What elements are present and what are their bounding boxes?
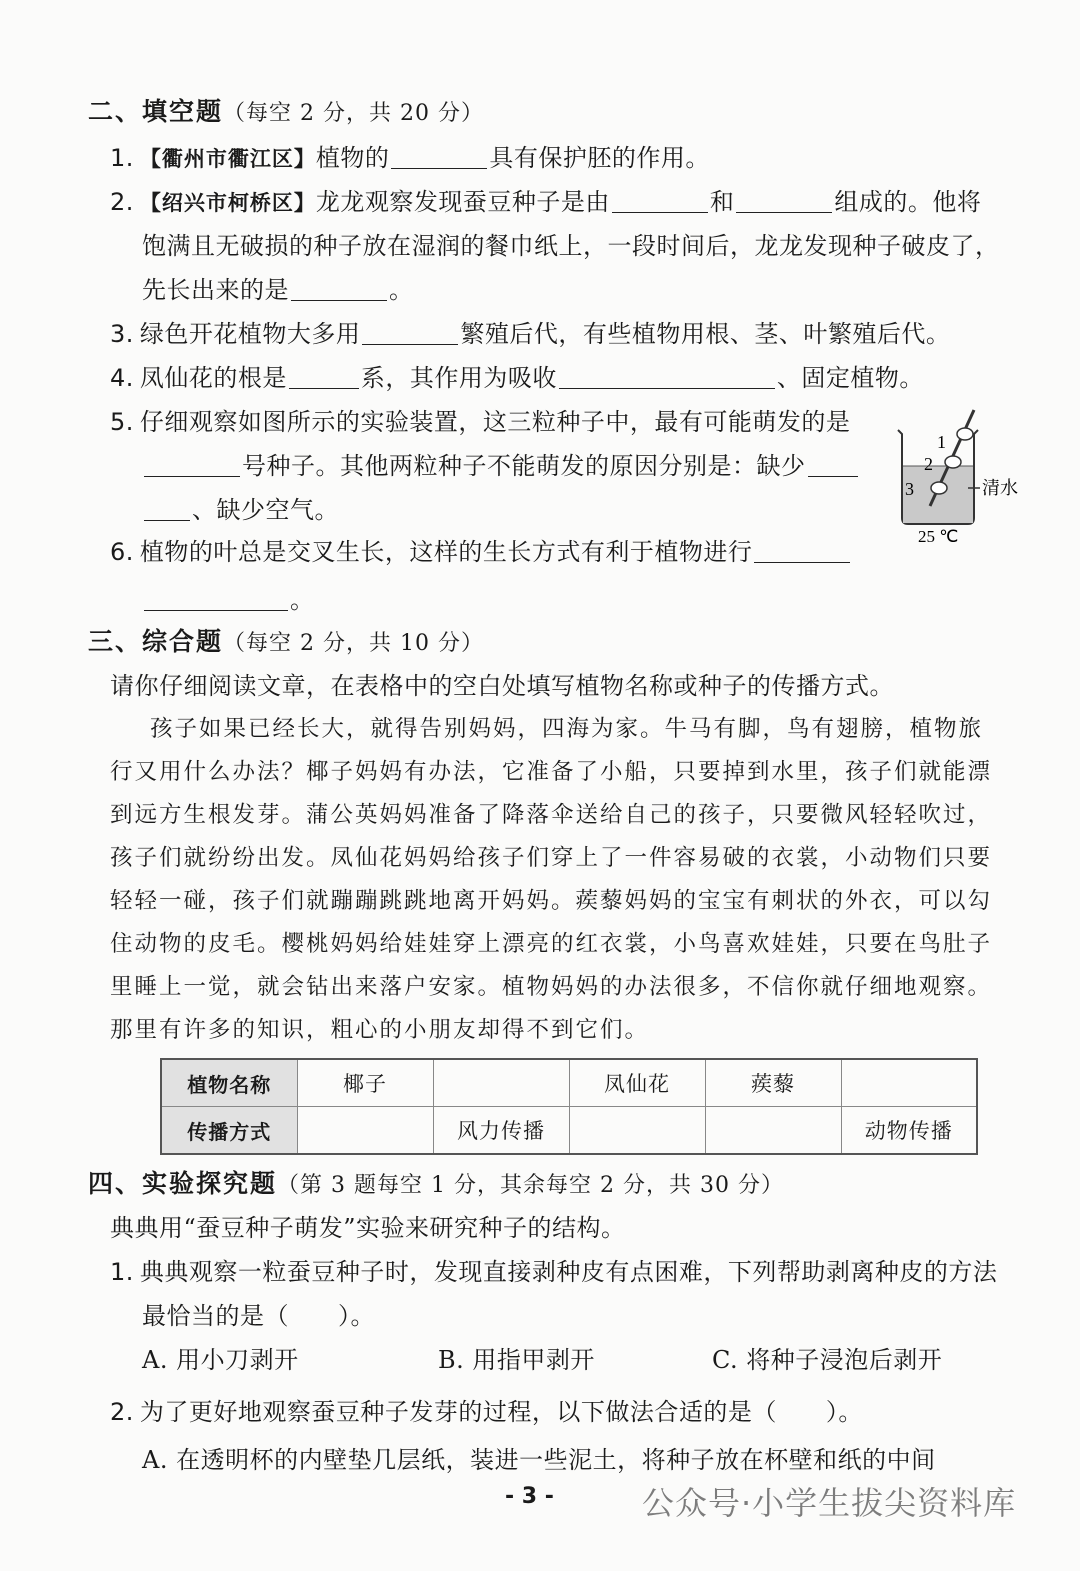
answer-blank[interactable] [291,274,387,301]
table-cell: 椰子 [297,1059,433,1107]
question-text: 典典观察一粒蚕豆种子时，发现直接剥种皮有点困难，下列帮助剥离种皮的方法 [139,1258,998,1286]
question-text: 植物的叶总是交叉生长，这样的生长方式有利于植物进行 [139,538,753,566]
answer-blank[interactable] [144,450,240,477]
table-cell-blank[interactable] [297,1107,433,1155]
question-4-1 [110,1256,997,1288]
question-text: 为了更好地观察蚕豆种子发芽的过程，以下做法合适的是（ ）。 [139,1398,863,1426]
question-2-6 [110,536,852,568]
section-2-heading [88,96,484,130]
passage-line: 里睡上一觉，就会钻出来落户安家。植物妈妈的办法很多，不信你就仔细地观察。 [110,974,993,1000]
question-text: 号种子。其他两粒种子不能萌发的原因分别是：缺少 [242,452,806,480]
table-cell-blank[interactable] [705,1107,841,1155]
table-cell-blank[interactable] [569,1107,705,1155]
seed-3 [931,482,947,494]
question-number: 2. [110,188,134,216]
answer-blank[interactable] [391,142,487,169]
question-2-5 [110,406,850,438]
temperature-label: 25 ℃ [918,527,959,546]
watermark: 公众号·小学生拔尖资料库 [642,1484,1017,1522]
passage-line: 行又用什么办法？椰子妈妈有办法，它准备了小船，只要掉到水里，孩子们就能漂 [110,759,993,785]
label-1: 1 [937,432,946,452]
question-number: 6. [110,538,134,566]
seed-1 [957,428,973,440]
section-3-title: 三、综合题 [88,627,224,656]
question-text: 绿色开花植物大多用 [139,320,361,348]
table-cell-blank[interactable] [433,1059,569,1107]
table-row [161,1059,977,1107]
table-cell: 蒺藜 [705,1059,841,1107]
page-number: - 3 - [505,1484,554,1509]
answer-blank[interactable] [362,318,458,345]
question-text: 系，其作用为吸收 [360,364,557,392]
question-2-5-line2 [142,450,860,482]
option-b[interactable]: B. 用指甲剥开 [438,1346,595,1374]
section-4-title: 四、实验探究题 [88,1169,278,1198]
option-a[interactable]: A. 在透明杯的内壁垫几层纸，装进一些泥土，将种子放在杯壁和纸的中间 [142,1446,936,1474]
region-tag: 【绍兴市柯桥区】 [139,190,316,215]
question-text: 组成的。他将 [834,188,982,216]
water-label: 清水 [982,478,1018,499]
question-text: 植物的 [315,144,390,172]
passage-line: 孩子们就纷纷出发。凤仙花妈妈给孩子们穿上了一件容易破的衣裳，小动物们只要 [110,845,993,871]
label-3: 3 [905,479,914,499]
question-number: 2. [110,1398,134,1426]
seed-germination-figure [892,408,1032,558]
table-header-cell: 传播方式 [161,1107,297,1155]
question-text: 凤仙花的根是 [139,364,287,392]
section-3-heading [88,626,484,660]
table-header-cell: 植物名称 [161,1059,297,1107]
section-3-note: （每空 2 分，共 10 分） [223,631,484,656]
question-text: 繁殖后代，有些植物用根、茎、叶繁殖后代。 [460,320,951,348]
question-text: 具有保护胚的作用。 [489,144,710,172]
answer-blank[interactable] [736,186,832,213]
question-text: 、固定植物。 [776,364,924,392]
table-cell: 动物传播 [841,1107,977,1155]
seed-2 [945,456,961,468]
answer-blank[interactable] [144,584,288,611]
question-4-2 [110,1396,863,1428]
option-c[interactable]: C. 将种子浸泡后剥开 [712,1346,943,1374]
question-2-4 [110,362,924,394]
region-tag: 【衢州市衢江区】 [139,146,316,171]
question-2-5-line3 [142,494,339,526]
question-text: 仔细观察如图所示的实验装置，这三粒种子中，最有可能萌发的是 [139,408,851,436]
question-4-1-line2: 最恰当的是（ ）。 [142,1302,375,1330]
question-text: 、缺少空气。 [192,496,339,524]
section-3-intro: 请你仔细阅读文章，在表格中的空白处填写植物名称或种子的传播方式。 [110,672,894,700]
option-a[interactable]: A. 用小刀剥开 [142,1346,299,1374]
passage-line: 那里有许多的知识，粗心的小朋友却得不到它们。 [110,1017,650,1043]
question-text: 和 [709,188,735,216]
section-4-heading [88,1168,784,1202]
passage-line: 住动物的皮毛。樱桃妈妈给娃娃穿上漂亮的红衣裳，小鸟喜欢娃娃，只要在鸟肚子 [110,931,993,957]
question-number: 1. [110,1258,134,1286]
section-2-note: （每空 2 分，共 20 分） [223,101,484,126]
question-number: 5. [110,408,134,436]
answer-blank[interactable] [289,362,359,389]
section-4-note: （第 3 题每空 1 分，其余每空 2 分，共 30 分） [277,1173,784,1198]
section-4-intro: 典典用“蚕豆种子萌发”实验来研究种子的结构。 [110,1214,626,1242]
answer-blank[interactable] [808,450,858,477]
question-2-3 [110,318,950,350]
question-text: 先长出来的是 [142,276,289,304]
question-2-2 [110,186,981,219]
question-2-2-line2: 饱满且无破损的种子放在湿润的餐巾纸上，一段时间后，龙龙发现种子破皮了， [142,232,1000,260]
question-2-1 [110,142,710,175]
question-text: 。 [290,586,315,614]
question-text: 龙龙观察发现蚕豆种子是由 [315,188,610,216]
question-number: 3. [110,320,134,348]
answer-blank[interactable] [144,494,190,521]
table-cell-blank[interactable] [841,1059,977,1107]
answer-blank[interactable] [754,536,850,563]
answer-blank[interactable] [559,362,775,389]
seed-dispersal-table [160,1058,978,1155]
table-cell: 风力传播 [433,1107,569,1155]
table-cell: 凤仙花 [569,1059,705,1107]
section-2-title: 二、填空题 [88,97,224,126]
question-number: 1. [110,144,134,172]
question-2-2-line3 [142,274,414,306]
question-2-6-line2 [142,584,315,616]
answer-blank[interactable] [612,186,708,213]
label-2: 2 [924,454,933,474]
question-number: 4. [110,364,134,392]
question-text: 。 [389,276,414,304]
table-row [161,1107,977,1155]
passage-line: 到远方生根发芽。蒲公英妈妈准备了降落伞送给自己的孩子，只要微风轻轻吹过， [110,802,993,828]
passage-line: 孩子如果已经长大，就得告别妈妈，四海为家。牛马有脚，鸟有翅膀，植物旅 [150,716,984,742]
passage-line: 轻轻一碰，孩子们就蹦蹦跳跳地离开妈妈。蒺藜妈妈的宝宝有刺状的外衣，可以勾 [110,888,993,914]
